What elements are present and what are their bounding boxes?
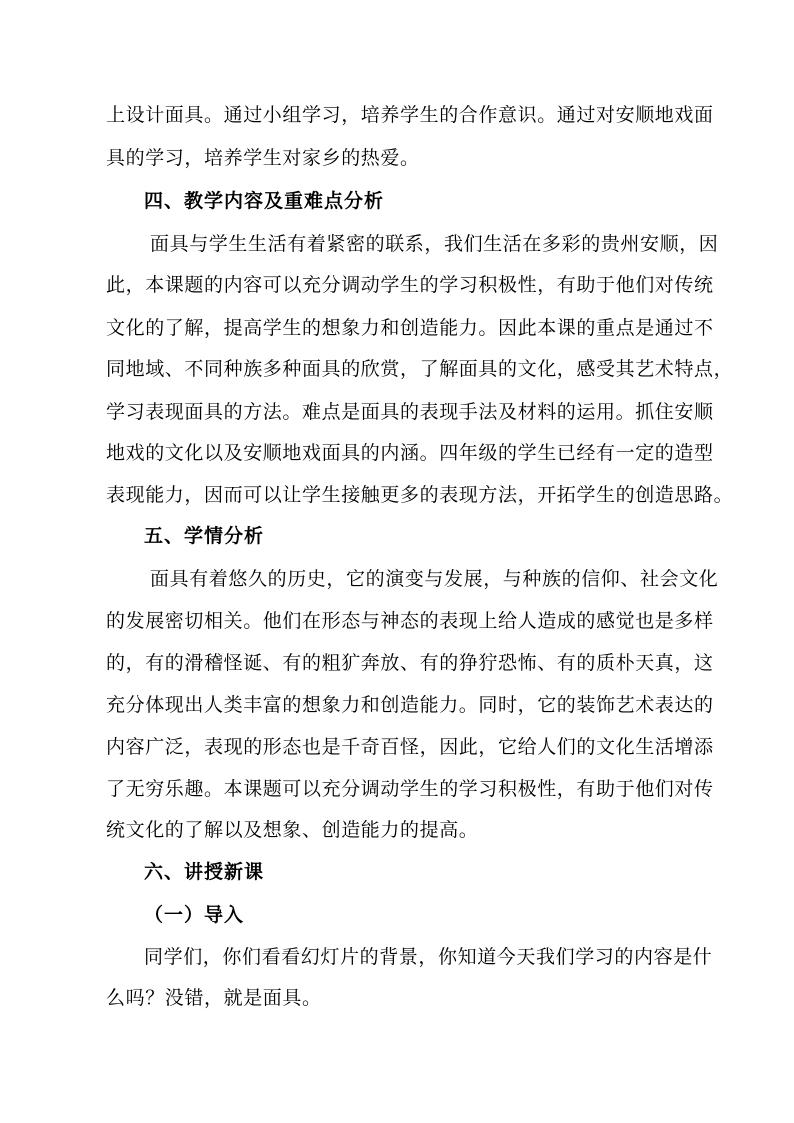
paragraph-line: 统文化的了解以及想象、创造能力的提高。 [106,819,479,841]
section-heading: 六、讲授新课 [144,861,265,883]
subsection-heading: （一）导入 [144,904,245,926]
paragraph-line: 的发展密切相关。他们在形态与神态的表现上给人造成的感觉也是多样 [106,610,714,632]
paragraph-line: 上设计面具。通过小组学习，培养学生的合作意识。通过对安顺地戏面 [106,104,714,126]
paragraph-line: 同地域、不同种族多种面具的欣赏，了解面具的文化，感受其艺术特点， [106,358,734,380]
paragraph-line: 学习表现面具的方法。难点是面具的表现手法及材料的运用。抓住安顺 [106,401,714,423]
paragraph-line: 面具有着悠久的历史，它的演变与发展，与种族的信仰、社会文化 [150,568,719,590]
paragraph-line: 面具与学生生活有着紧密的联系，我们生活在多彩的贵州安顺，因 [150,233,719,255]
paragraph-line: 地戏的文化以及安顺地戏面具的内涵。四年级的学生已经有一定的造型 [106,442,714,464]
paragraph-line: 具的学习，培养学生对家乡的热爱。 [106,147,420,169]
paragraph-line: 么吗？没错，就是面具。 [106,987,322,1009]
paragraph-line: 充分体现出人类丰富的想象力和创造能力。同时，它的装饰艺术表达的 [106,694,714,716]
section-heading: 五、学情分析 [144,525,265,547]
paragraph-line: 同学们，你们看看幻灯片的背景，你知道今天我们学习的内容是什 [144,946,713,968]
section-heading: 四、教学内容及重难点分析 [144,190,385,212]
paragraph-line: 表现能力，因而可以让学生接触更多的表现方法，开拓学生的创造思路。 [106,484,734,506]
paragraph-line: 此，本课题的内容可以充分调动学生的学习积极性，有助于他们对传统 [106,274,714,296]
paragraph-line: 内容广泛，表现的形态也是千奇百怪，因此，它给人们的文化生活增添 [106,736,714,758]
paragraph-line: 的，有的滑稽怪诞、有的粗犷奔放、有的狰狞恐怖、有的质朴天真，这 [106,652,714,674]
paragraph-line: 文化的了解，提高学生的想象力和创造能力。因此本课的重点是通过不 [106,317,714,339]
paragraph-line: 了无穷乐趣。本课题可以充分调动学生的学习积极性，有助于他们对传 [106,778,714,800]
